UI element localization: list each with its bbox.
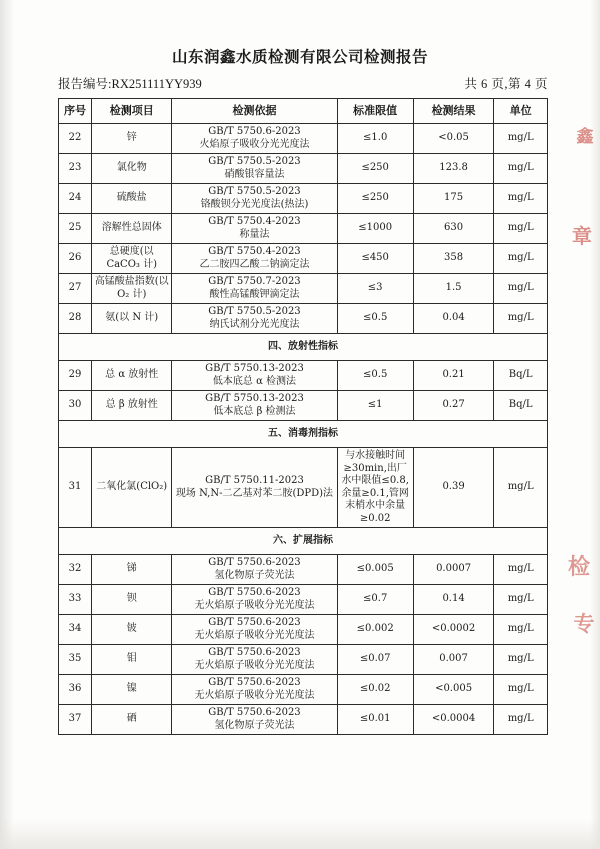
table-row: [59, 154, 548, 184]
cell-no: 24: [59, 184, 92, 214]
table-row: [59, 304, 548, 334]
table-section-row: [59, 528, 548, 555]
cell-no: 33: [59, 585, 92, 615]
table-section-row: [59, 334, 548, 361]
cell-unit: mg/L: [494, 448, 548, 528]
cell-basis-standard: GB/T 5750.4-2023: [208, 246, 301, 257]
cell-unit: mg/L: [494, 244, 548, 274]
cell-item: 高锰酸盐指数(以 O₂ 计): [92, 274, 172, 304]
seal-mark-1: 鑫: [576, 127, 594, 147]
cell-basis-standard: GB/T 5750.5-2023: [208, 156, 301, 167]
scan-edge-bottom: [0, 819, 600, 849]
cell-basis-method: 无火焰原子吸收分光光度法: [194, 629, 315, 641]
cell-basis-method: 称量法: [239, 228, 270, 240]
table-row: [59, 391, 548, 421]
cell-unit: mg/L: [494, 214, 548, 244]
cell-item: 硒: [92, 705, 172, 735]
results-table: [58, 98, 548, 735]
table-row: [59, 184, 548, 214]
cell-limit: ≤0.07: [337, 645, 413, 675]
table-row: [59, 448, 548, 528]
table-row: [59, 555, 548, 585]
cell-basis: [172, 585, 337, 615]
cell-result: 0.39: [413, 448, 493, 528]
cell-limit: ≤1.0: [337, 124, 413, 154]
cell-basis: [172, 555, 337, 585]
cell-item: 氯化物: [92, 154, 172, 184]
cell-basis: [172, 615, 337, 645]
cell-basis-method: 无火焰原子吸收分光光度法: [194, 689, 315, 701]
cell-no: 26: [59, 244, 92, 274]
cell-result: 0.27: [413, 391, 493, 421]
cell-limit: ≤0.005: [337, 555, 413, 585]
cell-result: <0.0004: [413, 705, 493, 735]
cell-limit: ≤250: [337, 154, 413, 184]
cell-basis-standard: GB/T 5750.6-2023: [208, 617, 301, 628]
seal-mark-4: 专: [573, 611, 595, 636]
cell-unit: mg/L: [494, 124, 548, 154]
cell-unit: mg/L: [494, 184, 548, 214]
cell-basis-standard: GB/T 5750.6-2023: [208, 587, 301, 598]
cell-result: 0.007: [413, 645, 493, 675]
report-meta: [58, 74, 548, 92]
cell-no: 34: [59, 615, 92, 645]
cell-basis-standard: GB/T 5750.5-2023: [208, 306, 301, 317]
cell-item: 镍: [92, 675, 172, 705]
cell-basis: [172, 274, 337, 304]
cell-item: 钼: [92, 645, 172, 675]
cell-basis-standard: GB/T 5750.13-2023: [205, 393, 304, 404]
cell-limit: 与水接触时间≥30min,出厂水中限值≤0.8,余量≥0.1,管网末梢水中余量≥0.02: [337, 448, 413, 528]
cell-result: <0.005: [413, 675, 493, 705]
cell-unit: mg/L: [494, 274, 548, 304]
column-header-item: 检测项目: [92, 99, 172, 124]
cell-limit: ≤3: [337, 274, 413, 304]
cell-basis-method: 现场 N,N-二乙基对苯二胺(DPD)法: [175, 487, 334, 499]
cell-result: <0.0002: [413, 615, 493, 645]
report-number: [58, 74, 202, 92]
cell-result: 123.8: [413, 154, 493, 184]
cell-result: 0.21: [413, 361, 493, 391]
cell-limit: ≤0.02: [337, 675, 413, 705]
page-title: 山东润鑫水质检测有限公司检测报告: [171, 47, 428, 66]
cell-unit: mg/L: [494, 154, 548, 184]
cell-limit: ≤0.7: [337, 585, 413, 615]
cell-unit: mg/L: [494, 705, 548, 735]
cell-item: 铍: [92, 615, 172, 645]
cell-basis-method: 低本底总 β 检测法: [213, 405, 296, 417]
table-row: [59, 274, 548, 304]
cell-no: 22: [59, 124, 92, 154]
cell-basis-standard: GB/T 5750.7-2023: [208, 276, 301, 287]
cell-no: 28: [59, 304, 92, 334]
column-header-basis: 检测依据: [172, 99, 337, 124]
cell-no: 35: [59, 645, 92, 675]
cell-basis-method: 氢化物原子荧光法: [214, 719, 295, 731]
table-row: [59, 705, 548, 735]
cell-no: 29: [59, 361, 92, 391]
cell-item: 钡: [92, 585, 172, 615]
table-row: [59, 615, 548, 645]
table-row: [59, 361, 548, 391]
cell-basis-standard: GB/T 5750.6-2023: [208, 647, 301, 658]
cell-unit: mg/L: [494, 615, 548, 645]
cell-limit: ≤0.01: [337, 705, 413, 735]
cell-basis: [172, 124, 337, 154]
seal-mark-2: 章: [572, 224, 592, 248]
cell-basis: [172, 448, 337, 528]
cell-result: 0.0007: [413, 555, 493, 585]
cell-basis-method: 火焰原子吸收分光光度法: [199, 138, 310, 150]
table-row: [59, 585, 548, 615]
cell-limit: ≤450: [337, 244, 413, 274]
cell-basis-standard: GB/T 5750.4-2023: [208, 216, 301, 227]
cell-no: 23: [59, 154, 92, 184]
cell-limit: ≤0.5: [337, 361, 413, 391]
scan-edge-left: [0, 0, 14, 849]
cell-no: 32: [59, 555, 92, 585]
cell-unit: mg/L: [494, 675, 548, 705]
table-section-row: [59, 421, 548, 448]
cell-basis: [172, 391, 337, 421]
scan-edge-right: [590, 0, 600, 849]
column-header-no: 序号: [59, 99, 92, 124]
cell-item: 氨(以 N 计): [92, 304, 172, 334]
cell-basis-method: 氢化物原子荧光法: [214, 569, 295, 581]
table-row: [59, 675, 548, 705]
cell-basis-standard: GB/T 5750.6-2023: [208, 677, 301, 688]
cell-unit: mg/L: [494, 645, 548, 675]
cell-basis-method: 酸性高锰酸钾滴定法: [209, 288, 300, 300]
cell-item: 总硬度(以 CaCO₃ 计): [92, 244, 172, 274]
table-row: [59, 244, 548, 274]
cell-no: 27: [59, 274, 92, 304]
cell-basis: [172, 214, 337, 244]
cell-basis-standard: GB/T 5750.13-2023: [205, 363, 304, 374]
cell-no: 37: [59, 705, 92, 735]
cell-basis-standard: GB/T 5750.11-2023: [205, 475, 304, 486]
cell-result: <0.05: [413, 124, 493, 154]
cell-result: 0.04: [413, 304, 493, 334]
cell-no: 31: [59, 448, 92, 528]
cell-basis-method: 无火焰原子吸收分光光度法: [194, 599, 315, 611]
table-header-row: [59, 99, 548, 124]
cell-no: 36: [59, 675, 92, 705]
cell-basis: [172, 645, 337, 675]
column-header-limit: 标准限值: [337, 99, 413, 124]
cell-basis: [172, 244, 337, 274]
cell-basis-method: 硝酸银容量法: [224, 168, 285, 180]
cell-result: 175: [413, 184, 493, 214]
table-row: [59, 124, 548, 154]
cell-basis-standard: GB/T 5750.5-2023: [208, 186, 301, 197]
column-header-result: 检测结果: [413, 99, 493, 124]
report-number-value: RX251111YY939: [111, 77, 202, 91]
cell-unit: mg/L: [494, 304, 548, 334]
cell-no: 25: [59, 214, 92, 244]
cell-basis-method: 无火焰原子吸收分光光度法: [194, 659, 315, 671]
cell-basis-method: 纳氏试剂分光光度法: [209, 318, 300, 330]
cell-item: 二氧化氯(ClO₂): [92, 448, 172, 528]
seal-mark-3: 检: [567, 554, 590, 580]
cell-unit: mg/L: [494, 555, 548, 585]
cell-basis: [172, 304, 337, 334]
cell-result: 0.14: [413, 585, 493, 615]
cell-basis-method: 低本底总 α 检测法: [212, 375, 297, 387]
section-title: 四、放射性指标: [59, 334, 548, 361]
cell-basis: [172, 675, 337, 705]
page-number: 共 6 页,第 4 页: [464, 77, 548, 91]
table-body: [59, 124, 548, 735]
cell-limit: ≤1: [337, 391, 413, 421]
cell-limit: ≤0.5: [337, 304, 413, 334]
section-title: 六、扩展指标: [59, 528, 548, 555]
table-row: [59, 645, 548, 675]
cell-unit: Bq/L: [494, 361, 548, 391]
cell-unit: mg/L: [494, 585, 548, 615]
cell-result: 1.5: [413, 274, 493, 304]
cell-basis: [172, 154, 337, 184]
cell-limit: ≤0.002: [337, 615, 413, 645]
cell-item: 硫酸盐: [92, 184, 172, 214]
report-number-label: 报告编号:: [58, 77, 112, 91]
cell-basis: [172, 184, 337, 214]
cell-item: 总 α 放射性: [92, 361, 172, 391]
cell-no: 30: [59, 391, 92, 421]
cell-item: 溶解性总固体: [92, 214, 172, 244]
cell-basis-standard: GB/T 5750.6-2023: [208, 707, 301, 718]
cell-basis-standard: GB/T 5750.6-2023: [208, 557, 301, 568]
cell-limit: ≤250: [337, 184, 413, 214]
cell-item: 锑: [92, 555, 172, 585]
cell-basis-method: 乙二胺四乙酸二钠滴定法: [199, 258, 310, 270]
cell-item: 总 β 放射性: [92, 391, 172, 421]
cell-basis-standard: GB/T 5750.6-2023: [208, 126, 301, 137]
section-title: 五、消毒剂指标: [59, 421, 548, 448]
cell-basis: [172, 361, 337, 391]
cell-item: 锌: [92, 124, 172, 154]
cell-basis-method: 铬酸钡分光光度法(热法): [200, 198, 309, 210]
cell-result: 358: [413, 244, 493, 274]
cell-result: 630: [413, 214, 493, 244]
cell-basis: [172, 705, 337, 735]
cell-limit: ≤1000: [337, 214, 413, 244]
table-row: [59, 214, 548, 244]
column-header-unit: 单位: [494, 99, 548, 124]
cell-unit: Bq/L: [494, 391, 548, 421]
